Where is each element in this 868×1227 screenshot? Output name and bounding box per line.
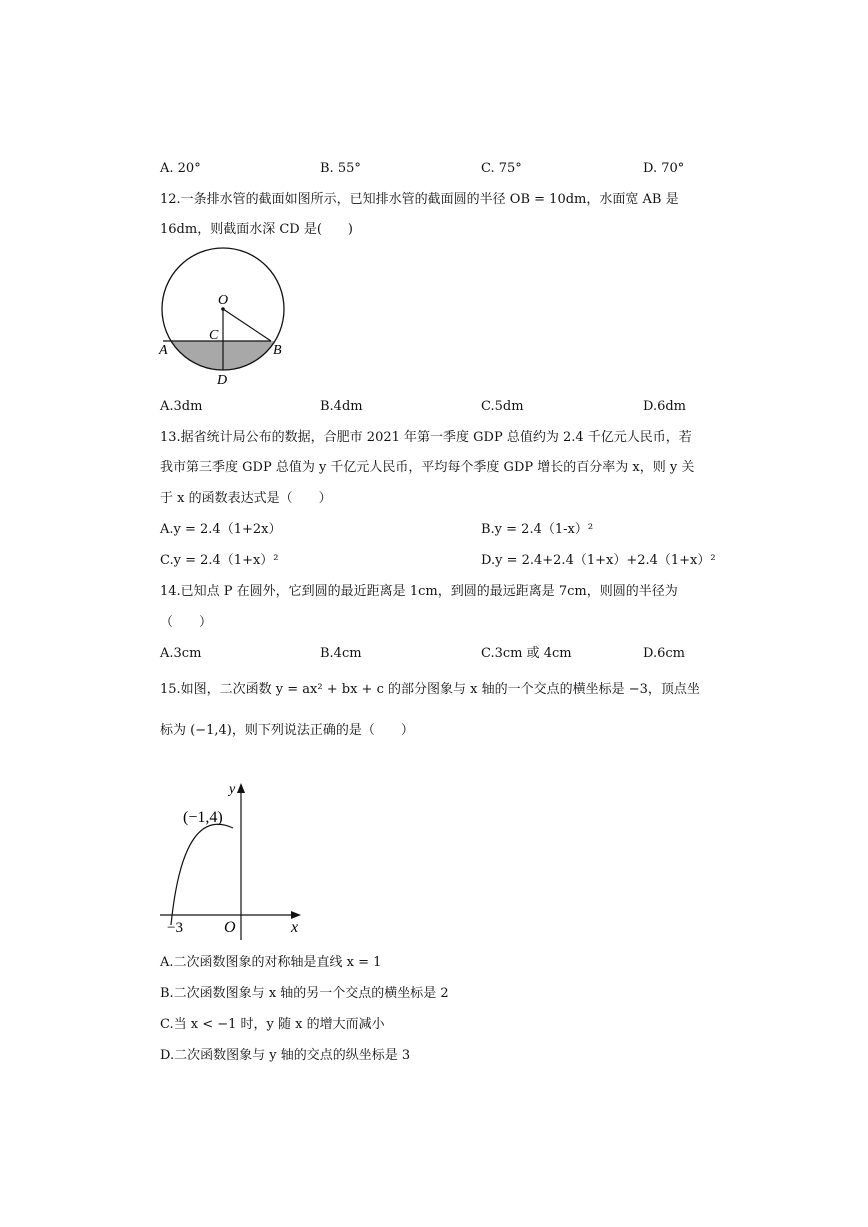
q12-stem-line2: 16dm，则截面水深 CD 是( ) xyxy=(160,222,353,237)
q13-stem-line1: 13.据省统计局公布的数据，合肥市 2021 年第一季度 GDP 总值约为 2.4 千亿元人民币，若 xyxy=(160,430,692,445)
label-c: C xyxy=(209,328,219,343)
q15-parabola-figure xyxy=(155,775,315,945)
x-axis-arrow xyxy=(291,911,301,919)
q13-option-b: B.y = 2.4（1-x）² xyxy=(481,522,594,537)
q14-option-c: C.3cm 或 4cm xyxy=(481,646,572,661)
label-a: A xyxy=(159,343,168,358)
q15-option-a: A.二次函数图象的对称轴是直线 x = 1 xyxy=(160,955,382,970)
q15-option-c: C.当 x < −1 时，y 随 x 的增大而减小 xyxy=(160,1017,385,1032)
q13-stem-line2: 我市第三季度 GDP 总值为 y 千亿元人民币，平均每个季度 GDP 增长的百分率为 x，则 y 关 xyxy=(160,460,695,475)
q14-option-b: B.4cm xyxy=(320,646,362,661)
q15-option-b: B.二次函数图象与 x 轴的另一个交点的横坐标是 2 xyxy=(160,986,449,1001)
label-o: O xyxy=(218,293,229,308)
q13-option-a: A.y = 2.4（1+2x） xyxy=(160,522,282,537)
q11-option-b: B. 55° xyxy=(320,161,361,176)
q14-option-a: A.3cm xyxy=(160,646,202,661)
q12-stem-line1: 12.一条排水管的截面如图所示，已知排水管的截面圆的半径 OB = 10dm，水面宽 AB 是 xyxy=(160,192,679,207)
segment-ob xyxy=(223,309,271,341)
q12-pipe-figure xyxy=(155,238,295,390)
label-b: B xyxy=(273,343,282,358)
origin-label: O xyxy=(224,919,236,936)
label-d: D xyxy=(217,373,228,388)
q12-option-d: D.6dm xyxy=(643,399,687,414)
q14-option-d: D.6cm xyxy=(643,646,685,661)
q15-stem-line2: 标为 (−1,4)，则下列说法正确的是（ ） xyxy=(160,723,414,738)
q14-stem-line2: （ ） xyxy=(160,615,213,630)
y-axis-label: y xyxy=(229,782,236,797)
q15-option-d: D.二次函数图象与 y 轴的交点的纵坐标是 3 xyxy=(160,1048,411,1063)
q11-option-c: C. 75° xyxy=(481,161,522,176)
q12-option-a: A.3dm xyxy=(160,399,203,414)
q13-stem-line3: 于 x 的函数表达式是（ ） xyxy=(160,491,332,506)
q11-option-a: A. 20° xyxy=(160,161,201,176)
q11-option-d: D. 70° xyxy=(643,161,685,176)
y-axis-arrow xyxy=(237,783,245,793)
x-axis-label: x xyxy=(291,919,299,936)
vertex-label: (−1,4) xyxy=(183,809,223,826)
q12-option-b: B.4dm xyxy=(320,399,363,414)
q14-stem-line1: 14.已知点 P 在圆外，它到圆的最近距离是 1cm，到圆的最远距离是 7cm，则圆的半径为 xyxy=(160,584,678,599)
q13-option-d: D.y = 2.4+2.4（1+x）+2.4（1+x）² xyxy=(481,553,716,568)
parabola-curve xyxy=(171,824,233,925)
q12-option-c: C.5dm xyxy=(481,399,524,414)
q15-stem-line1: 15.如图，二次函数 y = ax² + bx + c 的部分图象与 x 轴的一个交点的横坐标是 −3，顶点坐 xyxy=(160,682,700,697)
q13-option-c: C.y = 2.4（1+x）² xyxy=(160,553,279,568)
root-label: −3 xyxy=(167,920,183,936)
